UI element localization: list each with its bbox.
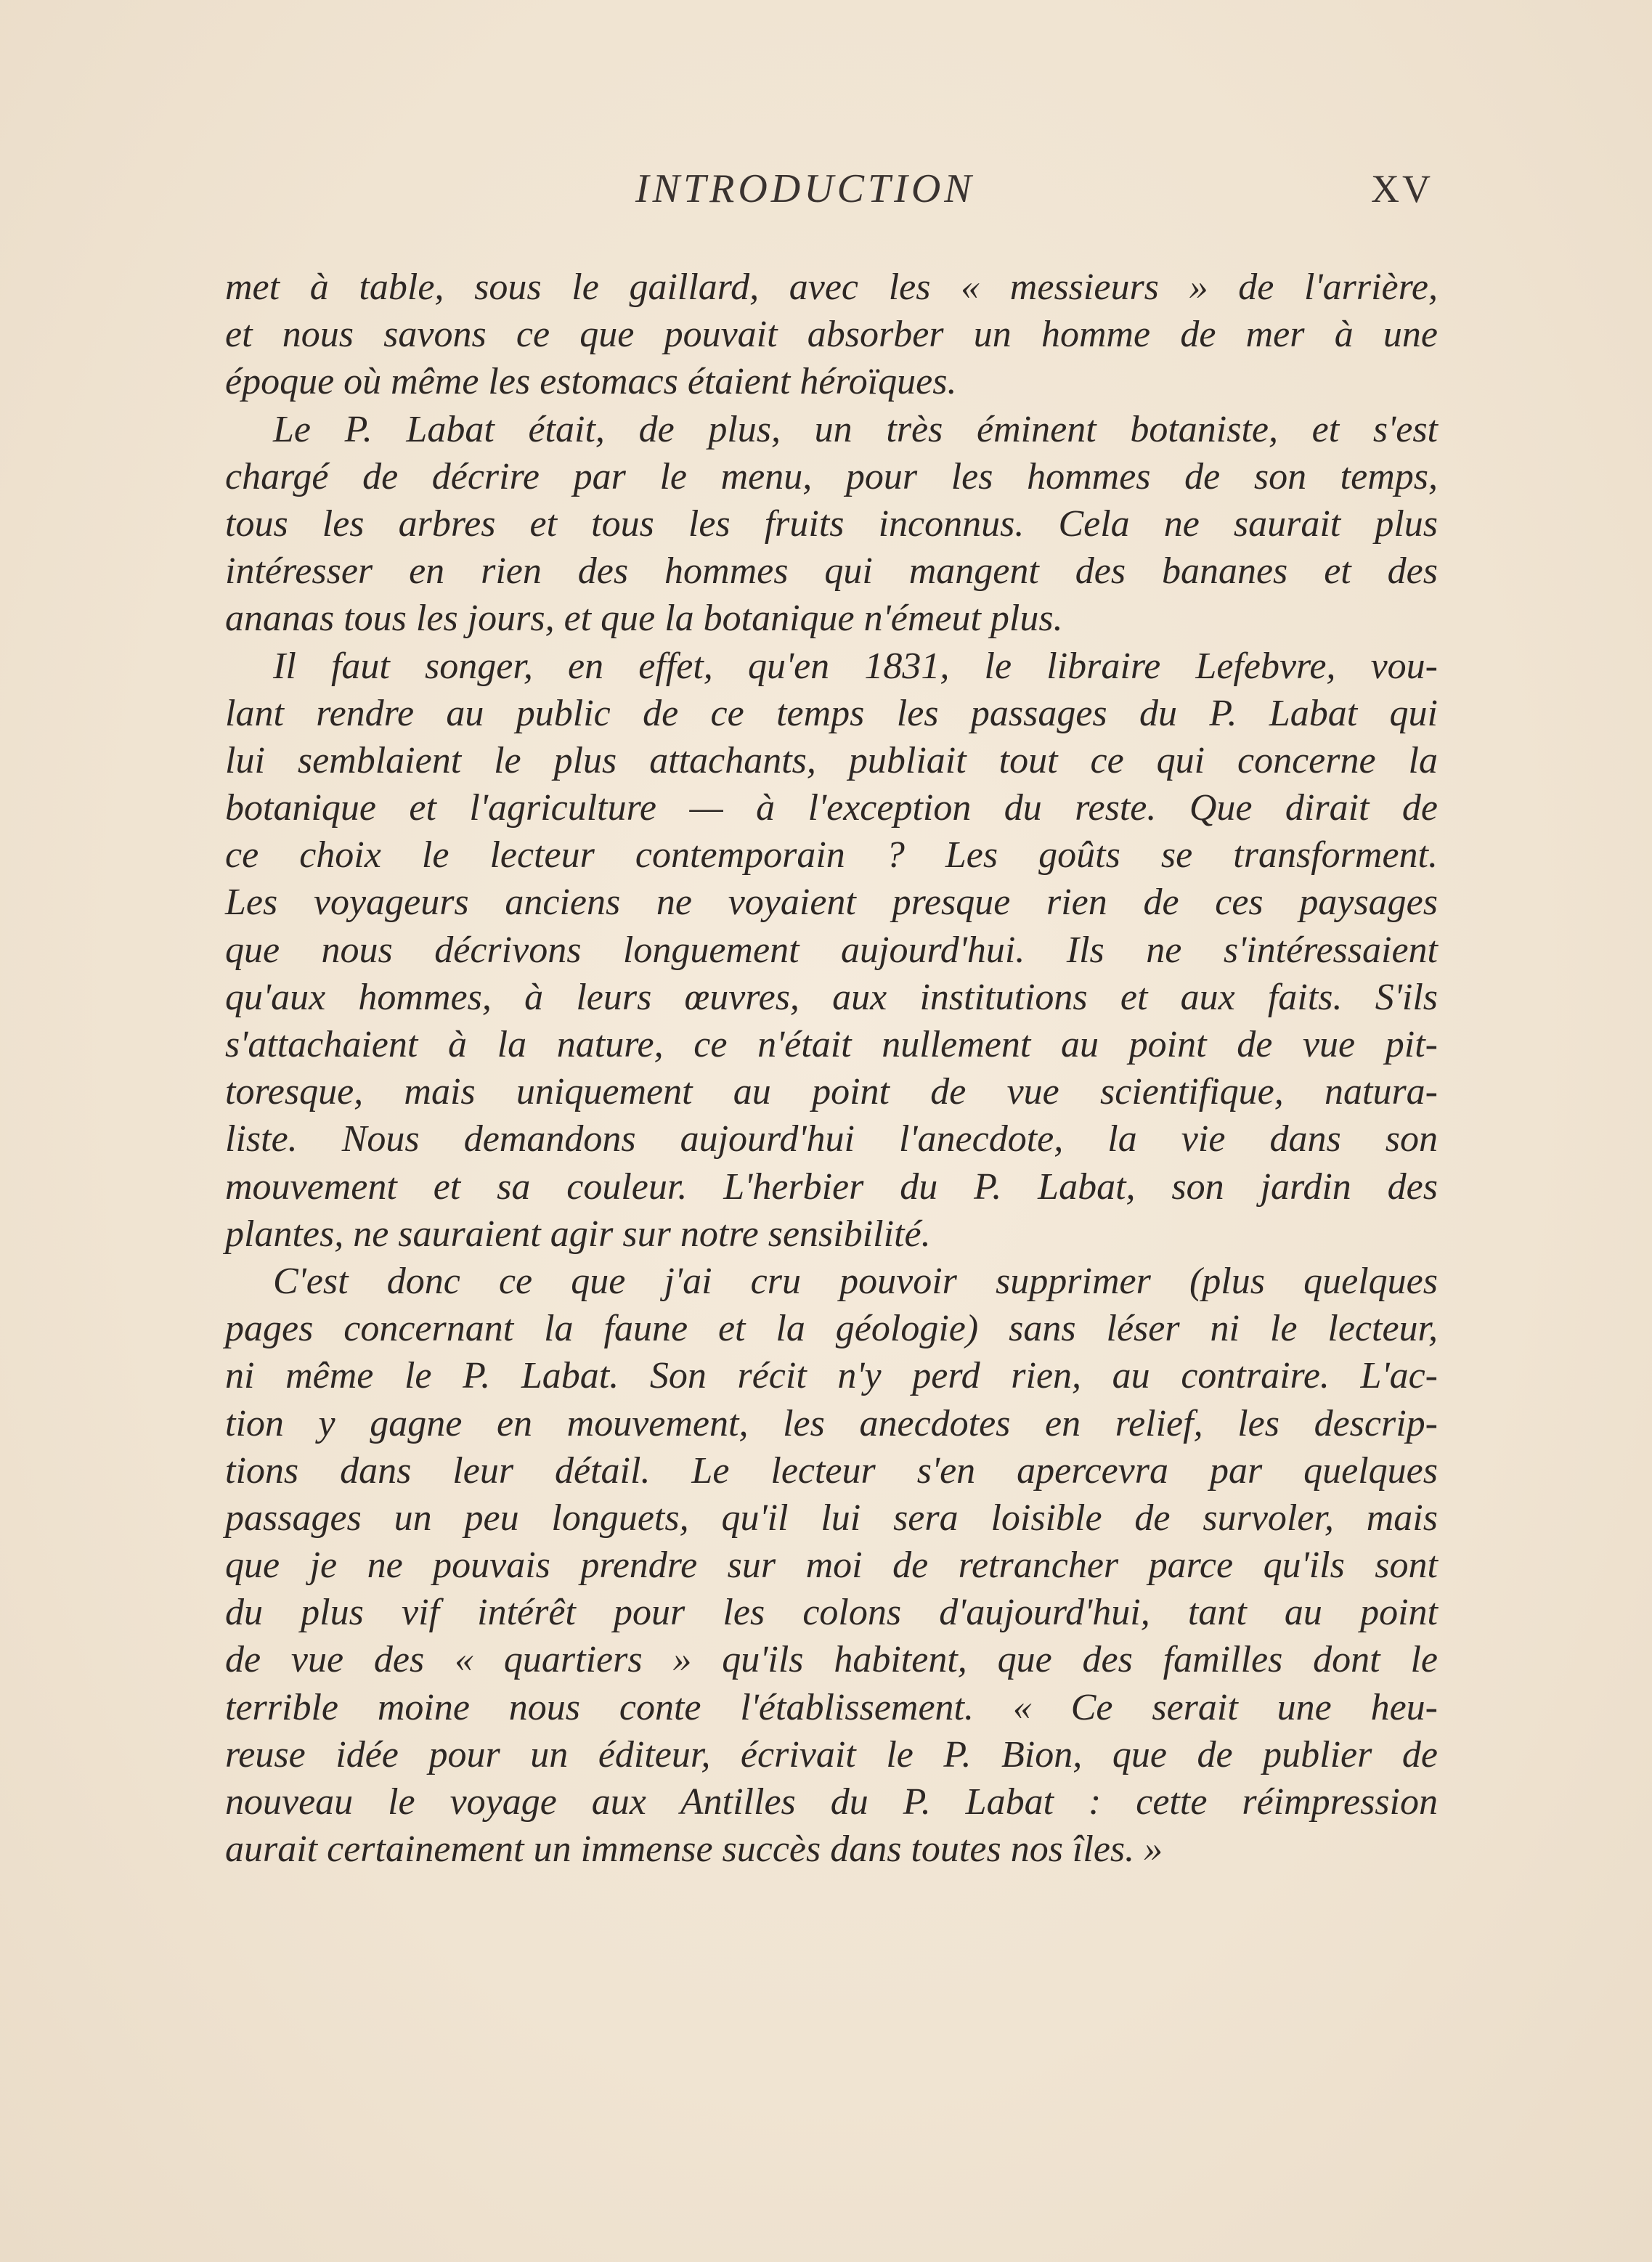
text-line: qu'aux hommes, à leurs œuvres, aux institutions et aux faits. S'ils xyxy=(225,976,1438,1018)
body-text xyxy=(225,264,1438,1873)
text-line: s'attachaient à la nature, ce n'était nullement au point de vue pit- xyxy=(225,1024,1438,1065)
text-line: du plus vif intérêt pour les colons d'aujourd'hui, tant au point xyxy=(225,1592,1438,1634)
text-line: tion y gagne en mouvement, les anecdotes en relief, les descrip- xyxy=(225,1402,1438,1444)
text-line: reuse idée pour un éditeur, écrivait le P. Bion, que de publier de xyxy=(225,1733,1438,1775)
text-line: chargé de décrire par le menu, pour les hommes de son temps, xyxy=(225,455,1438,497)
paragraph xyxy=(225,1258,1438,1873)
text-line: tous les arbres et tous les fruits inconnus. Cela ne saurait plus xyxy=(225,503,1438,545)
running-head xyxy=(0,156,1652,221)
running-title: INTRODUCTION xyxy=(635,166,975,211)
paragraph xyxy=(225,406,1438,643)
text-line: passages un peu longuets, qu'il lui sera loisible de survoler, mais xyxy=(225,1497,1438,1539)
text-line: ananas tous les jours, et que la botanique n'émeut plus. xyxy=(225,598,1063,640)
text-line: lant rendre au public de ce temps les passages du P. Labat qui xyxy=(225,692,1438,734)
text-line: Le P. Labat était, de plus, un très éminent botaniste, et s'est xyxy=(273,408,1438,450)
text-line: terrible moine nous conte l'établissement. « Ce serait une heu- xyxy=(225,1686,1438,1728)
text-line: époque où même les estomacs étaient héroïques. xyxy=(225,361,957,403)
text-line: aurait certainement un immense succès dans toutes nos îles. » xyxy=(225,1828,1163,1871)
paragraph xyxy=(225,264,1438,406)
text-line: Il faut songer, en effet, qu'en 1831, le libraire Lefebvre, vou- xyxy=(273,645,1438,687)
text-line: que je ne pouvais prendre sur moi de retrancher parce qu'ils sont xyxy=(225,1545,1438,1587)
paragraph xyxy=(225,643,1438,1258)
text-line: toresque, mais uniquement au point de vue scientifique, natura- xyxy=(225,1071,1438,1113)
text-line: C'est donc ce que j'ai cru pouvoir supprimer (plus quelques xyxy=(273,1260,1438,1302)
text-line: intéresser en rien des hommes qui mangent des bananes et des xyxy=(225,550,1438,593)
text-line: que nous décrivons longuement aujourd'hui. Ils ne s'intéressaient xyxy=(225,929,1438,971)
text-line: de vue des « quartiers » qu'ils habitent, que des familles dont le xyxy=(225,1639,1438,1681)
text-line: botanique et l'agriculture — à l'exception du reste. Que dirait de xyxy=(225,787,1438,829)
text-line: liste. Nous demandons aujourd'hui l'anecdote, la vie dans son xyxy=(225,1118,1438,1160)
text-line: Les voyageurs anciens ne voyaient presque rien de ces paysages xyxy=(225,882,1438,924)
text-line: et nous savons ce que pouvait absorber un homme de mer à une xyxy=(225,314,1438,356)
text-line: mouvement et sa couleur. L'herbier du P. Labat, son jardin des xyxy=(225,1165,1438,1208)
page-number: XV xyxy=(1371,167,1433,211)
text-line: lui semblaient le plus attachants, publiait tout ce qui concerne la xyxy=(225,739,1438,781)
text-line: pages concernant la faune et la géologie) sans léser ni le lecteur, xyxy=(225,1308,1438,1350)
text-line: plantes, ne sauraient agir sur notre sensibilité. xyxy=(225,1213,931,1255)
text-line: tions dans leur détail. Le lecteur s'en apercevra par quelques xyxy=(225,1449,1438,1492)
text-line: nouveau le voyage aux Antilles du P. Labat : cette réimpression xyxy=(225,1781,1438,1823)
text-line: ni même le P. Labat. Son récit n'y perd rien, au contraire. L'ac- xyxy=(225,1355,1438,1397)
text-line: ce choix le lecteur contemporain ? Les goûts se transforment. xyxy=(225,834,1438,876)
text-line: met à table, sous le gaillard, avec les « messieurs » de l'arrière, xyxy=(225,267,1438,308)
